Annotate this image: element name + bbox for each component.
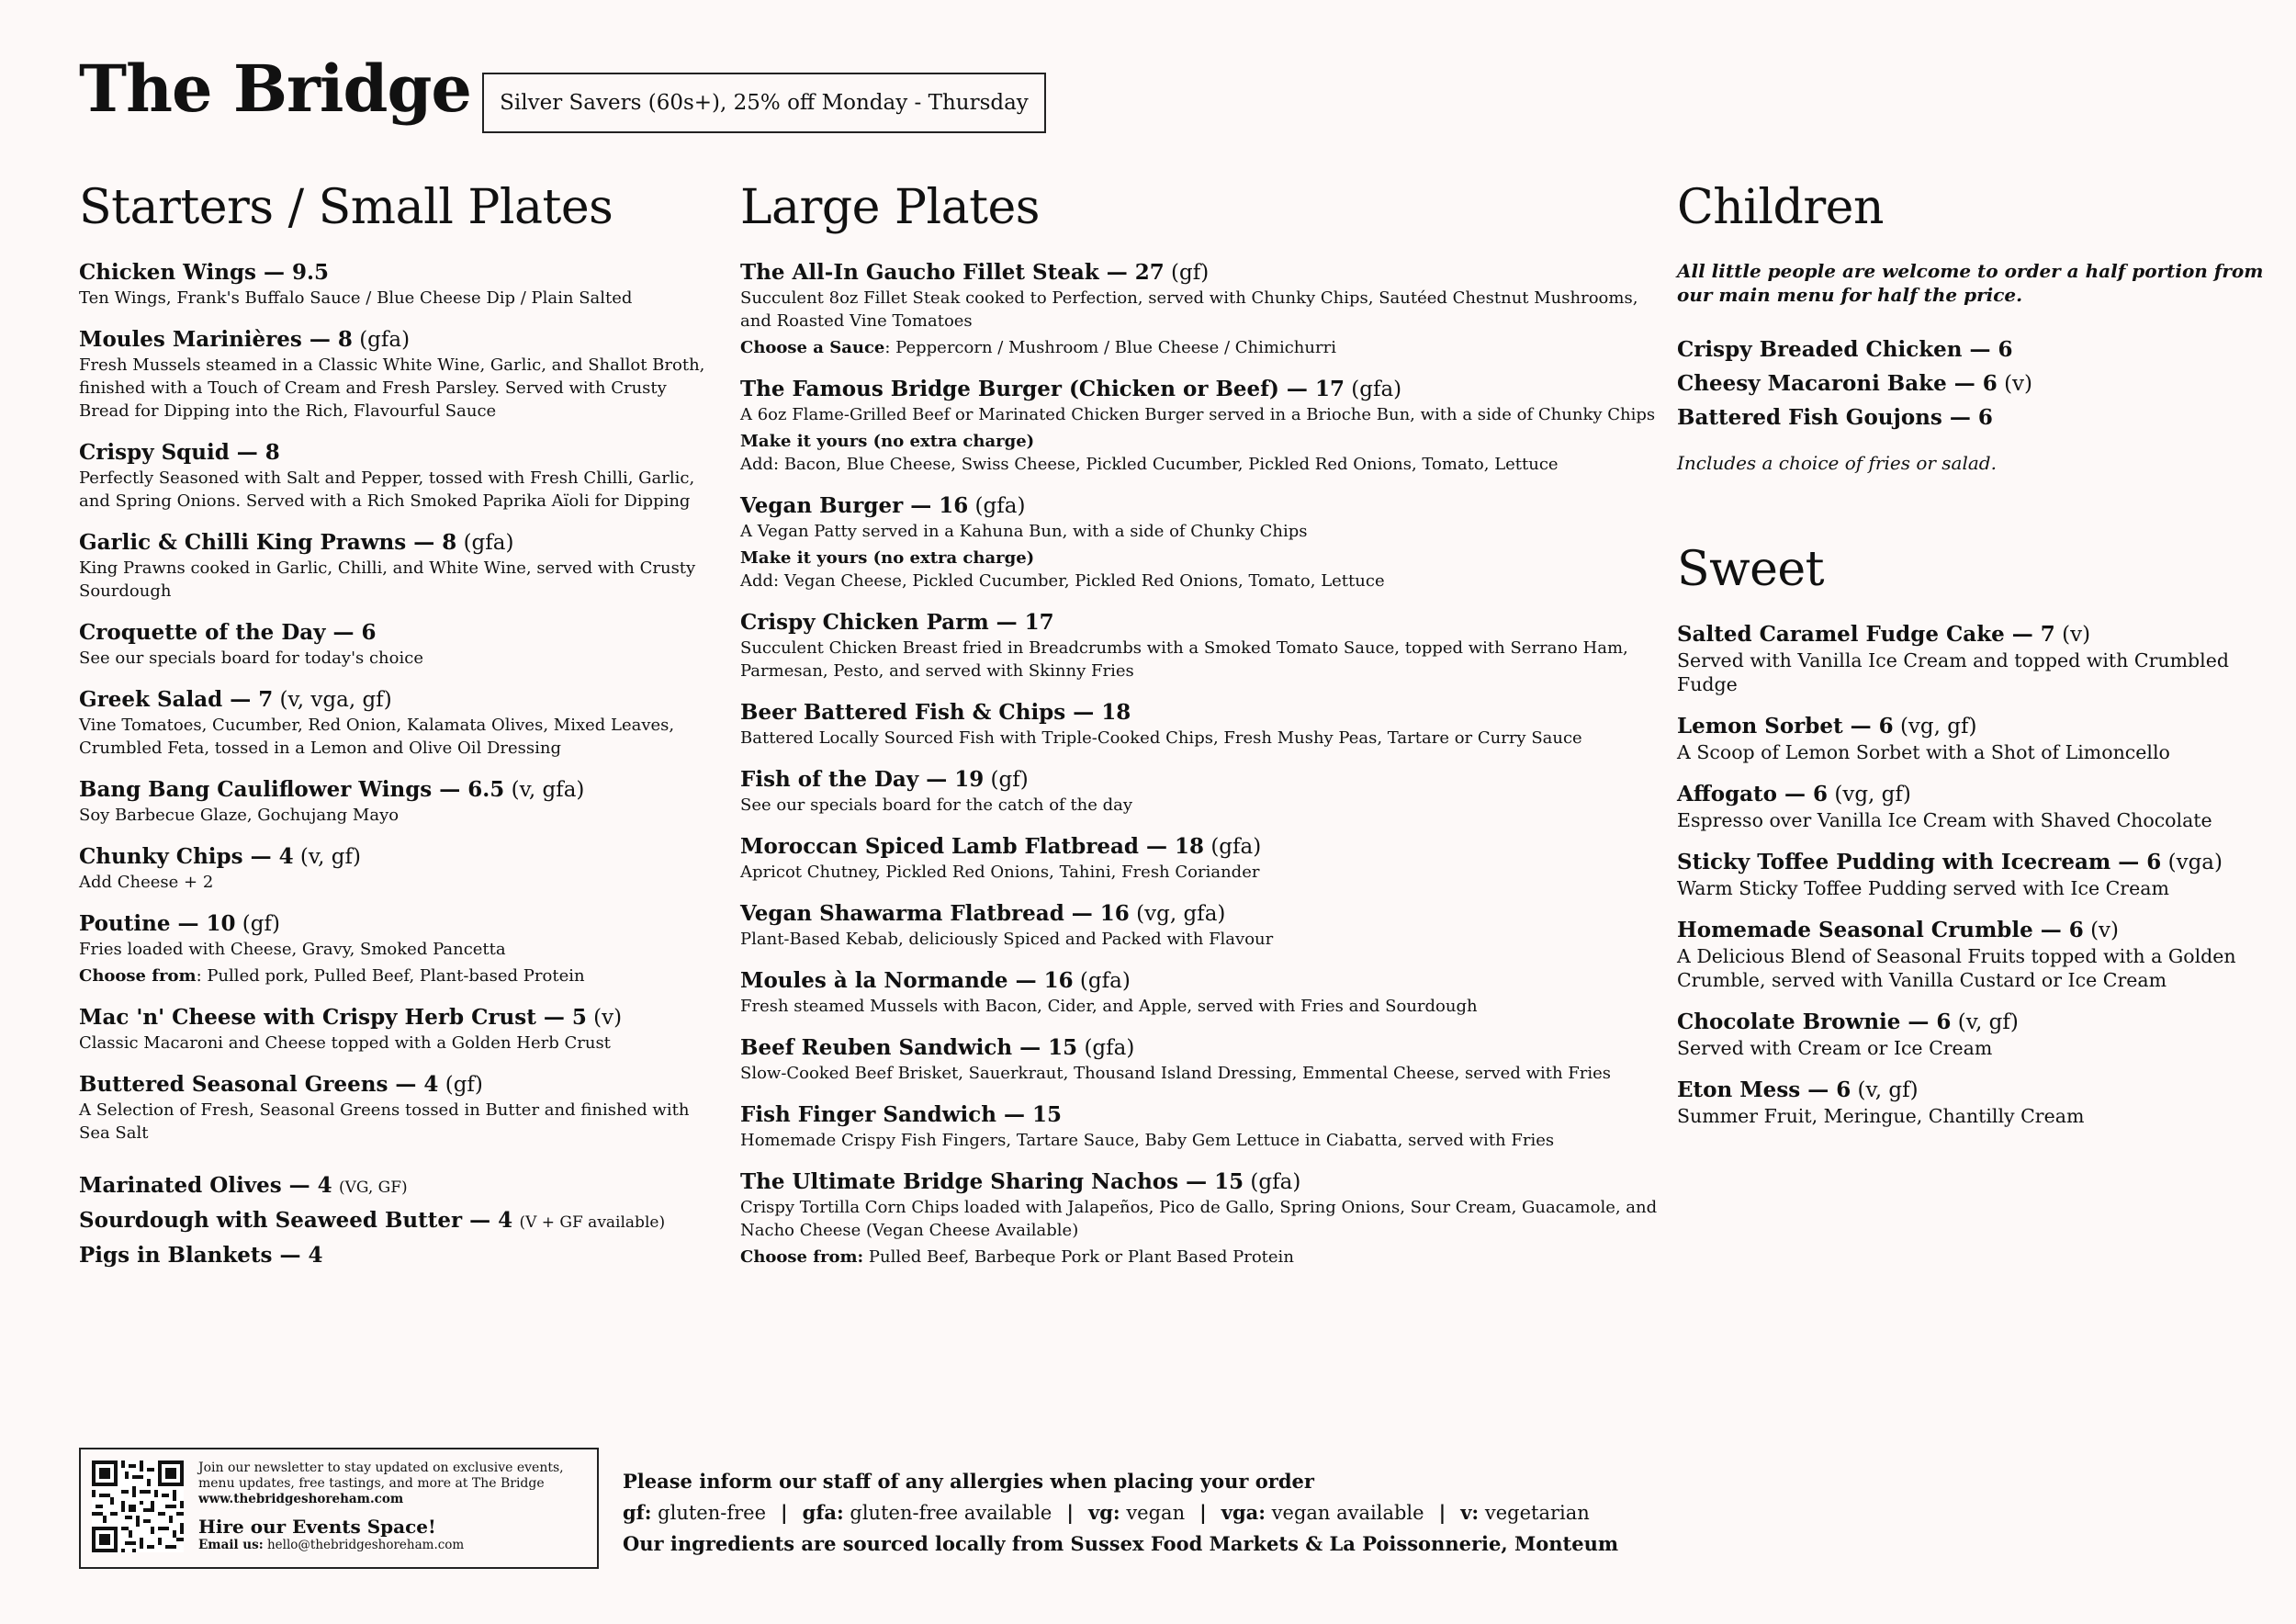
menu-item bbox=[740, 376, 1659, 476]
dietary-tag: (vga) bbox=[2167, 851, 2223, 874]
menu-item-options-text: : Peppercorn / Mushroom / Blue Cheese / Chimichurri bbox=[884, 338, 1336, 357]
menu-item bbox=[740, 967, 1659, 1018]
menu-item-description: Soy Barbecue Glaze, Gochujang Mayo bbox=[79, 806, 400, 825]
promo-text: Silver Savers (60s+), 25% off Monday - Thursday bbox=[500, 91, 1029, 115]
footer bbox=[623, 1466, 1725, 1560]
dietary-tag: (v, gf) bbox=[299, 845, 361, 869]
menu-item-name: Vegan Burger — 16 bbox=[740, 493, 969, 518]
menu-item-name-line bbox=[1677, 336, 2274, 364]
menu-item bbox=[740, 1101, 1659, 1152]
menu-item-description: A Scoop of Lemon Sorbet with a Shot of Limoncello bbox=[1677, 741, 2170, 763]
menu-item bbox=[1677, 713, 2274, 764]
menu-item-name-line bbox=[79, 259, 713, 287]
menu-item-name-line bbox=[1677, 370, 2274, 398]
large-plates-list bbox=[740, 259, 1659, 1269]
menu-item-options bbox=[740, 336, 1659, 359]
qr-code-icon[interactable] bbox=[92, 1460, 184, 1552]
menu-item-name-line bbox=[740, 492, 1659, 520]
menu-item bbox=[79, 1242, 713, 1269]
menu-item-name-line bbox=[79, 1242, 713, 1269]
dietary-tag: (gf) bbox=[445, 1073, 483, 1097]
menu-item bbox=[79, 686, 713, 760]
menu-item-description: Served with Vanilla Ice Cream and topped with Crumbled Fudge bbox=[1677, 649, 2229, 695]
menu-item-name: Affogato — 6 bbox=[1677, 782, 1829, 806]
newsletter-text-block bbox=[198, 1460, 586, 1553]
menu-item-name-line bbox=[79, 1004, 713, 1032]
menu-item-description: Served with Cream or Ice Cream bbox=[1677, 1037, 1993, 1059]
menu-item-description: Battered Locally Sourced Fish with Triple-Cooked Chips, Fresh Mushy Peas, Tartare or Curry Sauce bbox=[740, 728, 1582, 748]
legend-key: v: bbox=[1460, 1501, 1480, 1524]
menu-item-name: Garlic & Chilli King Prawns — 8 bbox=[79, 530, 457, 555]
menu-item-name: The Famous Bridge Burger (Chicken or Beef) — 17 bbox=[740, 377, 1345, 401]
menu-item-options bbox=[740, 430, 1659, 476]
menu-item-name-line bbox=[79, 529, 713, 557]
menu-item-name-line bbox=[79, 439, 713, 467]
dietary-legend bbox=[623, 1497, 1725, 1528]
menu-item-options-text: Add: Bacon, Blue Cheese, Swiss Cheese, Pickled Cucumber, Pickled Red Onions, Tomato, Lettuce bbox=[740, 455, 1559, 474]
legend-key: gfa: bbox=[802, 1501, 844, 1524]
menu-item-name: Moules Marinières — 8 bbox=[79, 327, 353, 352]
newsletter-box bbox=[79, 1448, 599, 1569]
email-link[interactable]: hello@thebridgeshoreham.com bbox=[263, 1538, 465, 1552]
menu-item-name-line bbox=[79, 776, 713, 804]
menu-item-description: King Prawns cooked in Garlic, Chilli, and White Wine, served with Crusty Sourdough bbox=[79, 558, 696, 601]
menu-item-description: See our specials board for the catch of the day bbox=[740, 795, 1133, 815]
dietary-tag: (gfa) bbox=[1250, 1170, 1301, 1194]
dietary-tag: (vg, gf) bbox=[1834, 783, 1911, 806]
menu-item bbox=[1677, 336, 2274, 364]
menu-item-name-line bbox=[740, 900, 1659, 928]
menu-item-description: Succulent 8oz Fillet Steak cooked to Perfection, served with Chunky Chips, Sautéed Chestnut Mushrooms, and Roasted Vine Tomatoes bbox=[740, 288, 1638, 331]
legend-separator: | bbox=[1438, 1501, 1446, 1524]
menu-item-name: Battered Fish Goujons — 6 bbox=[1677, 405, 1993, 430]
menu-item-options-label: Make it yours (no extra charge) bbox=[740, 548, 1035, 568]
sweet-title: Sweet bbox=[1677, 542, 1825, 597]
dietary-tag: (vg, gf) bbox=[1899, 715, 1977, 739]
dietary-tag: (v, gf) bbox=[1957, 1010, 2019, 1034]
menu-item bbox=[740, 609, 1659, 682]
menu-item bbox=[1677, 781, 2274, 832]
newsletter-text: Join our newsletter to stay updated on exclusive events, menu updates, free tastings, and more at The Bridge bbox=[198, 1460, 564, 1491]
starters-column bbox=[79, 180, 713, 1275]
children-list bbox=[1677, 336, 2274, 432]
menu-item bbox=[740, 492, 1659, 592]
menu-item-name-line bbox=[740, 1034, 1659, 1062]
menu-item-options-label: Make it yours (no extra charge) bbox=[740, 432, 1035, 451]
menu-item-name: The All-In Gaucho Fillet Steak — 27 bbox=[740, 260, 1165, 285]
menu-item bbox=[79, 910, 713, 987]
legend-value: vegetarian bbox=[1479, 1502, 1590, 1524]
menu-item-name: Mac 'n' Cheese with Crispy Herb Crust — 5 bbox=[79, 1005, 587, 1030]
legend-entry bbox=[1221, 1502, 1424, 1524]
menu-item-description: A 6oz Flame-Grilled Beef or Marinated Chicken Burger served in a Brioche Bun, with a side of Chunky Chips bbox=[740, 405, 1656, 424]
menu-item bbox=[740, 259, 1659, 359]
legend-value: vegan bbox=[1120, 1502, 1186, 1524]
dietary-tag: (V + GF available) bbox=[519, 1213, 666, 1232]
menu-item bbox=[740, 699, 1659, 750]
menu-item-name: Chunky Chips — 4 bbox=[79, 844, 294, 869]
menu-item-description: Fresh steamed Mussels with Bacon, Cider, and Apple, served with Fries and Sourdough bbox=[740, 997, 1478, 1016]
menu-item-description: Espresso over Vanilla Ice Cream with Shaved Chocolate bbox=[1677, 809, 2212, 831]
menu-item-name: Croquette of the Day — 6 bbox=[79, 620, 377, 645]
menu-item-name-line bbox=[1677, 1009, 2274, 1036]
menu-item-description: Slow-Cooked Beef Brisket, Sauerkraut, Thousand Island Dressing, Emmental Cheese, served with Fries bbox=[740, 1064, 1612, 1083]
menu-item-name-line bbox=[79, 1071, 713, 1099]
dietary-tag: (gfa) bbox=[1084, 1036, 1135, 1060]
hire-events-heading: Hire our Events Space! bbox=[198, 1516, 436, 1538]
menu-item-name: Moroccan Spiced Lamb Flatbread — 18 bbox=[740, 834, 1204, 859]
menu-item-name: Sticky Toffee Pudding with Icecream — 6 bbox=[1677, 850, 2162, 874]
starters-extras bbox=[79, 1172, 713, 1269]
dietary-tag: (v) bbox=[593, 1006, 623, 1030]
menu-item-name: Eton Mess — 6 bbox=[1677, 1077, 1851, 1102]
legend-value: gluten-free available bbox=[843, 1502, 1052, 1524]
menu-item-name-line bbox=[1677, 781, 2274, 808]
dietary-tag: (VG, GF) bbox=[338, 1179, 408, 1197]
children-title: Children bbox=[1677, 180, 1884, 235]
legend-key: vg: bbox=[1088, 1501, 1120, 1524]
large-plates-column bbox=[740, 180, 1659, 1285]
email-line bbox=[198, 1538, 586, 1553]
menu-item-name-line bbox=[1677, 404, 2274, 432]
menu-item-name: Crispy Chicken Parm — 17 bbox=[740, 610, 1054, 635]
menu-item-name: Chicken Wings — 9.5 bbox=[79, 260, 330, 285]
menu-item-description: A Selection of Fresh, Seasonal Greens tossed in Butter and finished with Sea Salt bbox=[79, 1100, 690, 1143]
menu-item-name-line bbox=[1677, 1077, 2274, 1104]
menu-item bbox=[79, 1004, 713, 1054]
menu-item-options-label: Choose from: bbox=[740, 1247, 864, 1267]
menu-item-description: Summer Fruit, Meringue, Chantilly Cream bbox=[1677, 1105, 2085, 1127]
menu-item bbox=[740, 1034, 1659, 1085]
menu-item-description: Add Cheese + 2 bbox=[79, 873, 214, 892]
menu-item-name: Vegan Shawarma Flatbread — 16 bbox=[740, 901, 1130, 926]
menu-item-options bbox=[740, 1246, 1659, 1269]
menu-item-name-line bbox=[740, 1168, 1659, 1196]
menu-item-description: Crispy Tortilla Corn Chips loaded with Jalapeños, Pico de Gallo, Spring Onions, Sour Cream, Guacamole, and Nacho Cheese (Vegan Cheese Available) bbox=[740, 1198, 1658, 1240]
menu-item-options bbox=[79, 964, 713, 987]
children-sweet-column bbox=[1677, 180, 2274, 1145]
dietary-tag: (gf) bbox=[990, 768, 1029, 792]
large-plates-title: Large Plates bbox=[740, 180, 1040, 235]
promo-banner bbox=[482, 73, 1046, 133]
website-link[interactable]: www.thebridgeshoreham.com bbox=[198, 1492, 404, 1506]
menu-item-description: Succulent Chicken Breast fried in Breadcrumbs with a Smoked Tomato Sauce, topped with Serrano Ham, Parmesan, Pesto, and served with Skinny Fries bbox=[740, 638, 1628, 681]
dietary-tag: (gfa) bbox=[974, 494, 1026, 518]
menu-item-name: Moules à la Normande — 16 bbox=[740, 968, 1074, 993]
sourcing-notice: Our ingredients are sourced locally from Sussex Food Markets & La Poissonnerie, Monteum bbox=[623, 1532, 1619, 1555]
menu-item-name: Lemon Sorbet — 6 bbox=[1677, 714, 1894, 739]
menu-item-name: Homemade Seasonal Crumble — 6 bbox=[1677, 918, 2084, 942]
dietary-tag: (v, vga, gf) bbox=[279, 688, 392, 712]
menu-item-name-line bbox=[740, 766, 1659, 794]
menu-item bbox=[740, 900, 1659, 951]
menu-item-name: Chocolate Brownie — 6 bbox=[1677, 1009, 1952, 1034]
menu-item-name: Fish of the Day — 19 bbox=[740, 767, 985, 792]
menu-item-name-line bbox=[1677, 849, 2274, 876]
menu-item-name-line bbox=[740, 376, 1659, 403]
dietary-tag: (v, gfa) bbox=[511, 778, 585, 802]
legend-value: gluten-free bbox=[651, 1502, 766, 1524]
menu-item bbox=[1677, 1077, 2274, 1128]
menu-item-description: Homemade Crispy Fish Fingers, Tartare Sauce, Baby Gem Lettuce in Ciabatta, served with Fries bbox=[740, 1131, 1555, 1150]
dietary-tag: (v, gf) bbox=[1857, 1078, 1919, 1102]
starters-title: Starters / Small Plates bbox=[79, 180, 613, 235]
menu-item bbox=[1677, 1009, 2274, 1060]
menu-item-name-line bbox=[79, 686, 713, 714]
menu-item-name-line bbox=[1677, 621, 2274, 648]
menu-item-options-label: Choose a Sauce bbox=[740, 338, 885, 357]
menu-item-name: Fish Finger Sandwich — 15 bbox=[740, 1102, 1062, 1127]
menu-item bbox=[79, 619, 713, 670]
menu-item-name-line bbox=[740, 699, 1659, 727]
menu-item-name-line bbox=[79, 619, 713, 647]
legend-entry bbox=[623, 1502, 766, 1524]
menu-item-name: Bang Bang Cauliflower Wings — 6.5 bbox=[79, 777, 505, 802]
menu-item bbox=[79, 843, 713, 894]
restaurant-title: The Bridge bbox=[79, 51, 471, 127]
dietary-tag: (v) bbox=[2062, 623, 2091, 647]
legend-entry bbox=[1088, 1502, 1185, 1524]
menu-item-description: Fries loaded with Cheese, Gravy, Smoked Pancetta bbox=[79, 940, 506, 959]
menu-item bbox=[79, 529, 713, 603]
menu-item bbox=[740, 766, 1659, 817]
legend-value: vegan available bbox=[1266, 1502, 1424, 1524]
menu-item bbox=[1677, 404, 2274, 432]
menu-item bbox=[1677, 917, 2274, 992]
menu-item-name: Beef Reuben Sandwich — 15 bbox=[740, 1035, 1078, 1060]
children-note: Includes a choice of fries or salad. bbox=[1677, 452, 1997, 474]
menu-item-name-line bbox=[79, 1172, 713, 1201]
menu-item-description: A Vegan Patty served in a Kahuna Bun, with a side of Chunky Chips bbox=[740, 522, 1308, 541]
menu-item bbox=[1677, 849, 2274, 900]
menu-item-name-line bbox=[740, 833, 1659, 861]
menu-item-name-line bbox=[740, 967, 1659, 995]
menu-item-name-line bbox=[740, 1101, 1659, 1129]
menu-item-name: Poutine — 10 bbox=[79, 911, 236, 936]
dietary-tag: (gf) bbox=[1171, 261, 1210, 285]
children-intro: All little people are welcome to order a half portion from our main menu for half the price. bbox=[1677, 260, 2264, 306]
dietary-tag: (gfa) bbox=[1210, 835, 1262, 859]
menu-item-name: Crispy Squid — 8 bbox=[79, 440, 280, 465]
menu-item-name-line bbox=[79, 843, 713, 871]
dietary-tag: (gfa) bbox=[359, 328, 411, 352]
menu-item-name-line bbox=[79, 910, 713, 938]
menu-item-name-line bbox=[740, 259, 1659, 287]
menu-item-description: Apricot Chutney, Pickled Red Onions, Tahini, Fresh Coriander bbox=[740, 863, 1260, 882]
menu-item-name: Salted Caramel Fudge Cake — 7 bbox=[1677, 622, 2055, 647]
legend-key: gf: bbox=[623, 1501, 652, 1524]
menu-item bbox=[79, 776, 713, 827]
menu-item-name: Cheesy Macaroni Bake — 6 bbox=[1677, 371, 1998, 396]
email-label: Email us: bbox=[198, 1538, 264, 1552]
menu-item-name-line bbox=[740, 609, 1659, 637]
menu-item-name: Beer Battered Fish & Chips — 18 bbox=[740, 700, 1131, 725]
legend-separator: | bbox=[1066, 1501, 1074, 1524]
menu-item-name-line bbox=[79, 326, 713, 354]
menu-item-options-label: Choose from bbox=[79, 966, 197, 986]
menu-item-options-text: Pulled Beef, Barbeque Pork or Plant Based Protein bbox=[863, 1247, 1294, 1267]
menu-item-description: Ten Wings, Frank's Buffalo Sauce / Blue Cheese Dip / Plain Salted bbox=[79, 288, 633, 308]
menu-item-description: Vine Tomatoes, Cucumber, Red Onion, Kalamata Olives, Mixed Leaves, Crumbled Feta, tossed in a Lemon and Olive Oil Dressing bbox=[79, 716, 675, 758]
menu-item-options-text: Add: Vegan Cheese, Pickled Cucumber, Pickled Red Onions, Tomato, Lettuce bbox=[740, 571, 1385, 591]
dietary-tag: (gfa) bbox=[1079, 969, 1131, 993]
menu-item-description: See our specials board for today's choice bbox=[79, 648, 423, 668]
menu-item-options-text: : Pulled pork, Pulled Beef, Plant-based Protein bbox=[196, 966, 585, 986]
menu-item-description: Fresh Mussels steamed in a Classic White Wine, Garlic, and Shallot Broth, finished with a Touch of Cream and Fresh Parsley. Served with Crusty Bread for Dipping into the Rich, Flavourful Sauce bbox=[79, 355, 705, 421]
menu-item-description: Classic Macaroni and Cheese topped with a Golden Herb Crust bbox=[79, 1033, 611, 1053]
menu-item-description: Plant-Based Kebab, deliciously Spiced and Packed with Flavour bbox=[740, 930, 1274, 949]
menu-item-description: A Delicious Blend of Seasonal Fruits topped with a Golden Crumble, served with Vanilla Custard or Ice Cream bbox=[1677, 945, 2236, 991]
menu-item-name: Marinated Olives — 4 bbox=[79, 1173, 332, 1198]
dietary-tag: (gf) bbox=[242, 912, 280, 936]
dietary-tag: (gfa) bbox=[1351, 378, 1402, 401]
dietary-tag: (vg, gfa) bbox=[1136, 902, 1226, 926]
menu-item bbox=[79, 259, 713, 310]
menu-item bbox=[1677, 621, 2274, 696]
menu-item-name: Sourdough with Seaweed Butter — 4 bbox=[79, 1208, 513, 1233]
menu-item bbox=[79, 326, 713, 423]
legend-separator: | bbox=[1199, 1501, 1207, 1524]
menu-item bbox=[79, 1172, 713, 1201]
starters-list bbox=[79, 259, 713, 1145]
menu-item-name: Pigs in Blankets — 4 bbox=[79, 1243, 323, 1268]
dietary-tag: (v) bbox=[2090, 919, 2120, 942]
legend-separator: | bbox=[781, 1501, 788, 1524]
menu-item-name: Greek Salad — 7 bbox=[79, 687, 274, 712]
menu-item-name: Crispy Breaded Chicken — 6 bbox=[1677, 337, 2013, 362]
menu-item-description: Perfectly Seasoned with Salt and Pepper, tossed with Fresh Chilli, Garlic, and Spring Onions. Served with a Rich Smoked Paprika Aïoli for Dipping bbox=[79, 468, 695, 511]
menu-item-name: Buttered Seasonal Greens — 4 bbox=[79, 1072, 439, 1097]
legend-key: vga: bbox=[1221, 1501, 1266, 1524]
menu-item-name-line bbox=[1677, 917, 2274, 944]
menu-item bbox=[740, 1168, 1659, 1269]
legend-entry bbox=[803, 1502, 1052, 1524]
dietary-tag: (v) bbox=[2004, 372, 2033, 396]
menu-item-name-line bbox=[1677, 713, 2274, 740]
menu-item-name-line bbox=[79, 1207, 713, 1236]
menu-item bbox=[79, 1071, 713, 1145]
dietary-tag: (gfa) bbox=[463, 531, 514, 555]
menu-item bbox=[79, 1207, 713, 1236]
menu-item bbox=[740, 833, 1659, 884]
allergy-notice: Please inform our staff of any allergies when placing your order bbox=[623, 1470, 1314, 1493]
menu-item-name: The Ultimate Bridge Sharing Nachos — 15 bbox=[740, 1169, 1244, 1194]
menu-item bbox=[79, 439, 713, 513]
legend-entry bbox=[1460, 1502, 1590, 1524]
menu-item bbox=[1677, 370, 2274, 398]
sweet-list bbox=[1677, 621, 2274, 1128]
menu-item-description: Warm Sticky Toffee Pudding served with Ice Cream bbox=[1677, 877, 2169, 899]
menu-item-options bbox=[740, 547, 1659, 592]
